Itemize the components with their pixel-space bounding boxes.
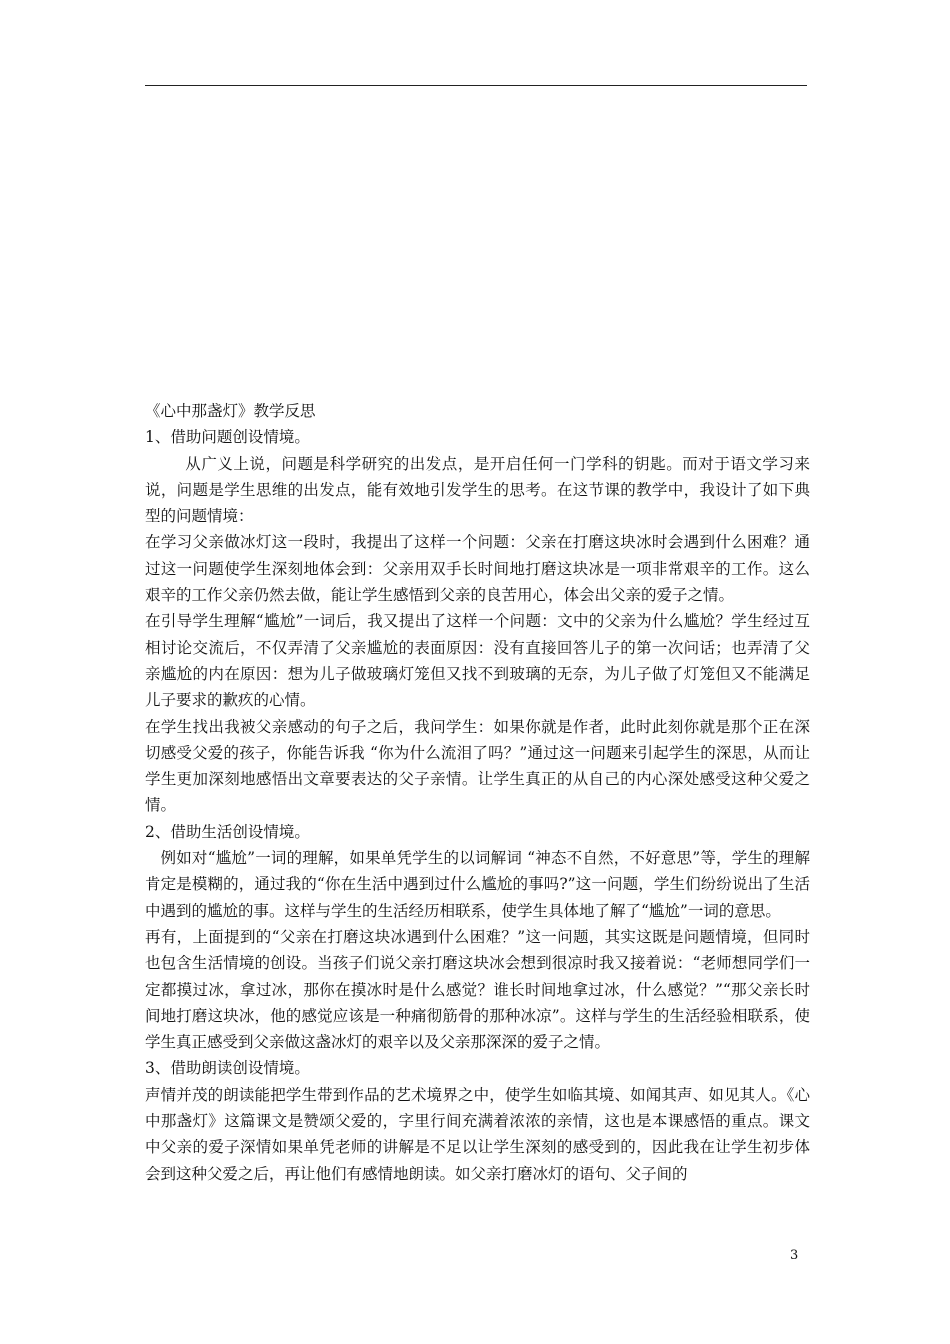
header-rule [145,85,807,86]
section-2-paragraph: 再有，上面提到的“父亲在打磨这块冰遇到什么困难？”这一问题，其实这既是问题情境，但同时也包含生活情境的创设。当孩子们说父亲打磨这块冰会想到很凉时我又接着说：“老师想同学们一定都摸过冰，拿过冰，那你在摸冰时是什么感觉？谁长时间地拿过冰，什么感觉？”“那父亲长时间地打磨这块冰，他的感觉应该是一种痛彻筋骨的那种冰凉”。这样与学生的生活经验相联系，使学生真正感受到父亲做这盏冰灯的艰辛以及父亲那深深的爱子之情。 [145,927,810,1052]
page-number: 3 [790,1248,799,1263]
section-1-heading: 1、借助问题创设情境。 [145,428,310,447]
section-2-paragraph: 例如对“尴尬”一词的理解，如果单凭学生的以词解词 “神态不自然，不好意思”等，学生的理解肯定是模糊的，通过我的“你在生活中遇到过什么尴尬的事吗?”这一问题，学生们纷纷说出了生活中遇到的尴尬的事。这样与学生的生活经历相联系，使学生具体地了解了“尴尬”一词的意思。 [145,849,810,920]
document-body [145,398,810,1187]
section-1-paragraph: 在学习父亲做冰灯这一段时，我提出了这样一个问题：父亲在打磨这块冰时会遇到什么困难？通过这一问题使学生深刻地体会到：父亲用双手长时间地打磨这块冰是一项非常艰辛的工作。这么艰辛的工作父亲仍然去做，能让学生感悟到父亲的良苦用心，体会出父亲的爱子之情。 [145,533,810,605]
section-1-paragraph: 在学生找出我被父亲感动的句子之后，我问学生：如果你就是作者，此时此刻你就是那个正在深切感受父爱的孩子，你能告诉我 “你为什么流泪了吗？”通过这一问题来引起学生的深思，从而让学生更加深刻地感悟出文章要表达的父子亲情。让学生真正的从自己的内心深处感受这种父爱之情。 [145,717,810,815]
section-3-heading: 3、借助朗读创设情境。 [145,1059,310,1078]
section-1-paragraph: 从广义上说，问题是科学研究的出发点，是开启任何一门学科的钥匙。而对于语文学习来说，问题是学生思维的出发点，能有效地引发学生的思考。在这节课的教学中，我设计了如下典型的问题情境： [145,454,810,526]
section-2-heading: 2、借助生活创设情境。 [145,822,310,841]
document-title: 《心中那盏灯》教学反思 [145,402,316,420]
section-1-paragraph: 在引导学生理解“尴尬”一词后，我又提出了这样一个问题：文中的父亲为什么尴尬？学生经过互相讨论交流后，不仅弄清了父亲尴尬的表面原因：没有直接回答儿子的第一次问话；也弄清了父亲尴尬的内在原因：想为儿子做玻璃灯笼但又找不到玻璃的无奈，为儿子做了灯笼但又不能满足儿子要求的歉疚的心情。 [145,612,810,710]
section-3-paragraph: 声情并茂的朗读能把学生带到作品的艺术境界之中，使学生如临其境、如闻其声、如见其人。《心中那盏灯》这篇课文是赞颂父爱的，字里行间充满着浓浓的亲情，这也是本课感悟的重点。课文中父亲的爱子深情如果单凭老师的讲解是不足以让学生深刻的感受到的，因此我在让学生初步体会到这种父爱之后，再让他们有感情地朗读。如父亲打磨冰灯的语句、父子间的 [145,1085,810,1183]
